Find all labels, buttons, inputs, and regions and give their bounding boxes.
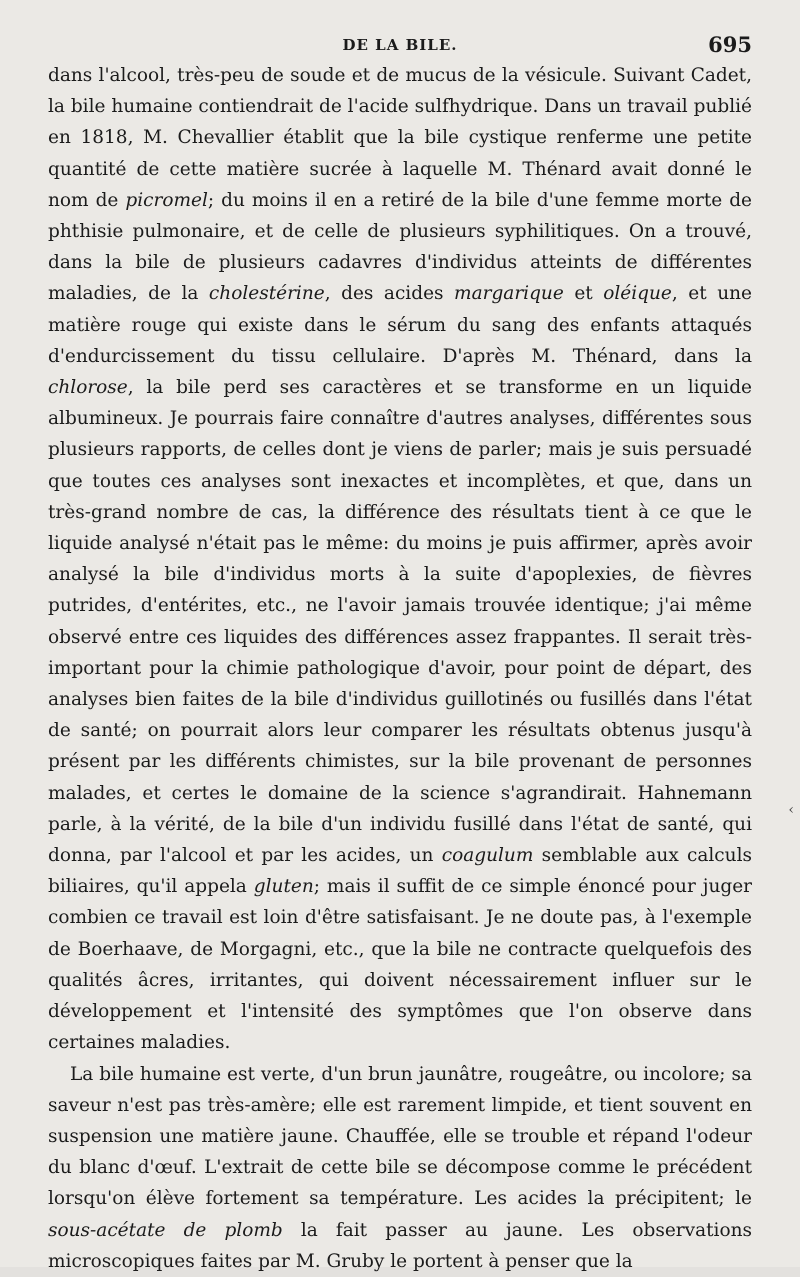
italic-term: cholestérine [208,283,325,305]
paragraph: dans l'alcool, très-peu de soude et de mucus de la vésicule. Suivant Cadet, la bile humaine contiendrait de l'acide sulfhydrique. Dans un travail publié en 1818, M. Chevallier établit que la bile cystique renferme une petite quantité de cette matière sucrée à laquelle M. Thénard avait donné le nom de picromel; du moins il en a retiré de la bile d'une femme morte de phthisie pulmonaire, et de celle de plusieurs syphilitiques. On a trouvé, dans la bile de plusieurs cadavres d'individus atteints de différentes maladies, de la cholestérine, des acides margarique et oléique, et une matière rouge qui existe dans le sérum du sang des enfants attaqués d'endurcissement du tissu cellulaire. D'après M. Thénard, dans la chlorose, la bile perd ses caractères et se transforme en un liquide albumineux. Je pourrais faire connaître d'autres analyses, différentes sous plusieurs rapports, de celles dont je viens de parler; mais je suis persuadé que toutes ces analyses sont inexactes et incomplètes, et que, dans un très-grand nombre de cas, la différence des résultats tient à ce que le liquide analysé n'était pas le même: du moins je puis affirmer, après avoir analysé la bile d'individus morts à la suite d'apoplexies, de fièvres putrides, d'entérites, etc., ne l'avoir jamais trouvée identique; j'ai même observé entre ces liquides des différences assez frappantes. Il serait très-important pour la chimie pathologique d'avoir, pour point de départ, des analyses bien faites de la bile d'individus guillotinés ou fusillés dans l'état de santé; on pourrait alors leur comparer les résultats obtenus jusqu'à présent par les différents chimistes, sur la bile provenant de personnes malades, et certes le domaine de la science s'agrandirait. Hahnemann parle, à la vérité, de la bile d'un individu fusillé dans l'état de santé, qui donna, par l'alcool et par les acides, un coagulum semblable aux calculs biliaires, qu'il appela gluten; mais il suffit de ce simple énoncé pour juger combien ce travail est loin d'être satisfaisant. Je ne doute pas, à l'exemple de Boerhaave, de Morgagni, etc., que la bile ne contracte quelquefois des qualités âcres, irritantes, qui doivent nécessairement influer sur le développement et l'intensité des symptômes que l'on observe dans certaines maladies. [48,65,753,1054]
running-title: DE LA BILE. [342,36,458,54]
italic-term: oléique [603,283,672,305]
italic-term: chlorose [48,377,128,399]
paragraph: La bile humaine est verte, d'un brun jaunâtre, rougeâtre, ou incolore; sa saveur n'est pas très-amère; elle est rarement limpide, et tient souvent en suspension une matière jaune. Chauffée, elle se trouble et répand l'odeur du blanc d'œuf. L'extrait de cette bile se décompose comme le précédent lorsqu'on élève fortement sa température. Les acides la précipitent; le sous-acétate de plomb la fait passer au jaune. Les observations microscopiques faites par M. Gruby le portent à penser que la [48,1063,752,1272]
italic-term: sous-acétate de plomb [48,1219,283,1241]
body-text [48,60,752,1277]
italic-term: picromel [125,189,208,211]
margin-mark: ‹ [788,802,794,818]
italic-term: gluten [253,876,314,898]
running-head [48,30,752,60]
page-number: 695 [708,32,752,57]
italic-term: margarique [454,283,564,305]
italic-term: coagulum [441,845,534,867]
